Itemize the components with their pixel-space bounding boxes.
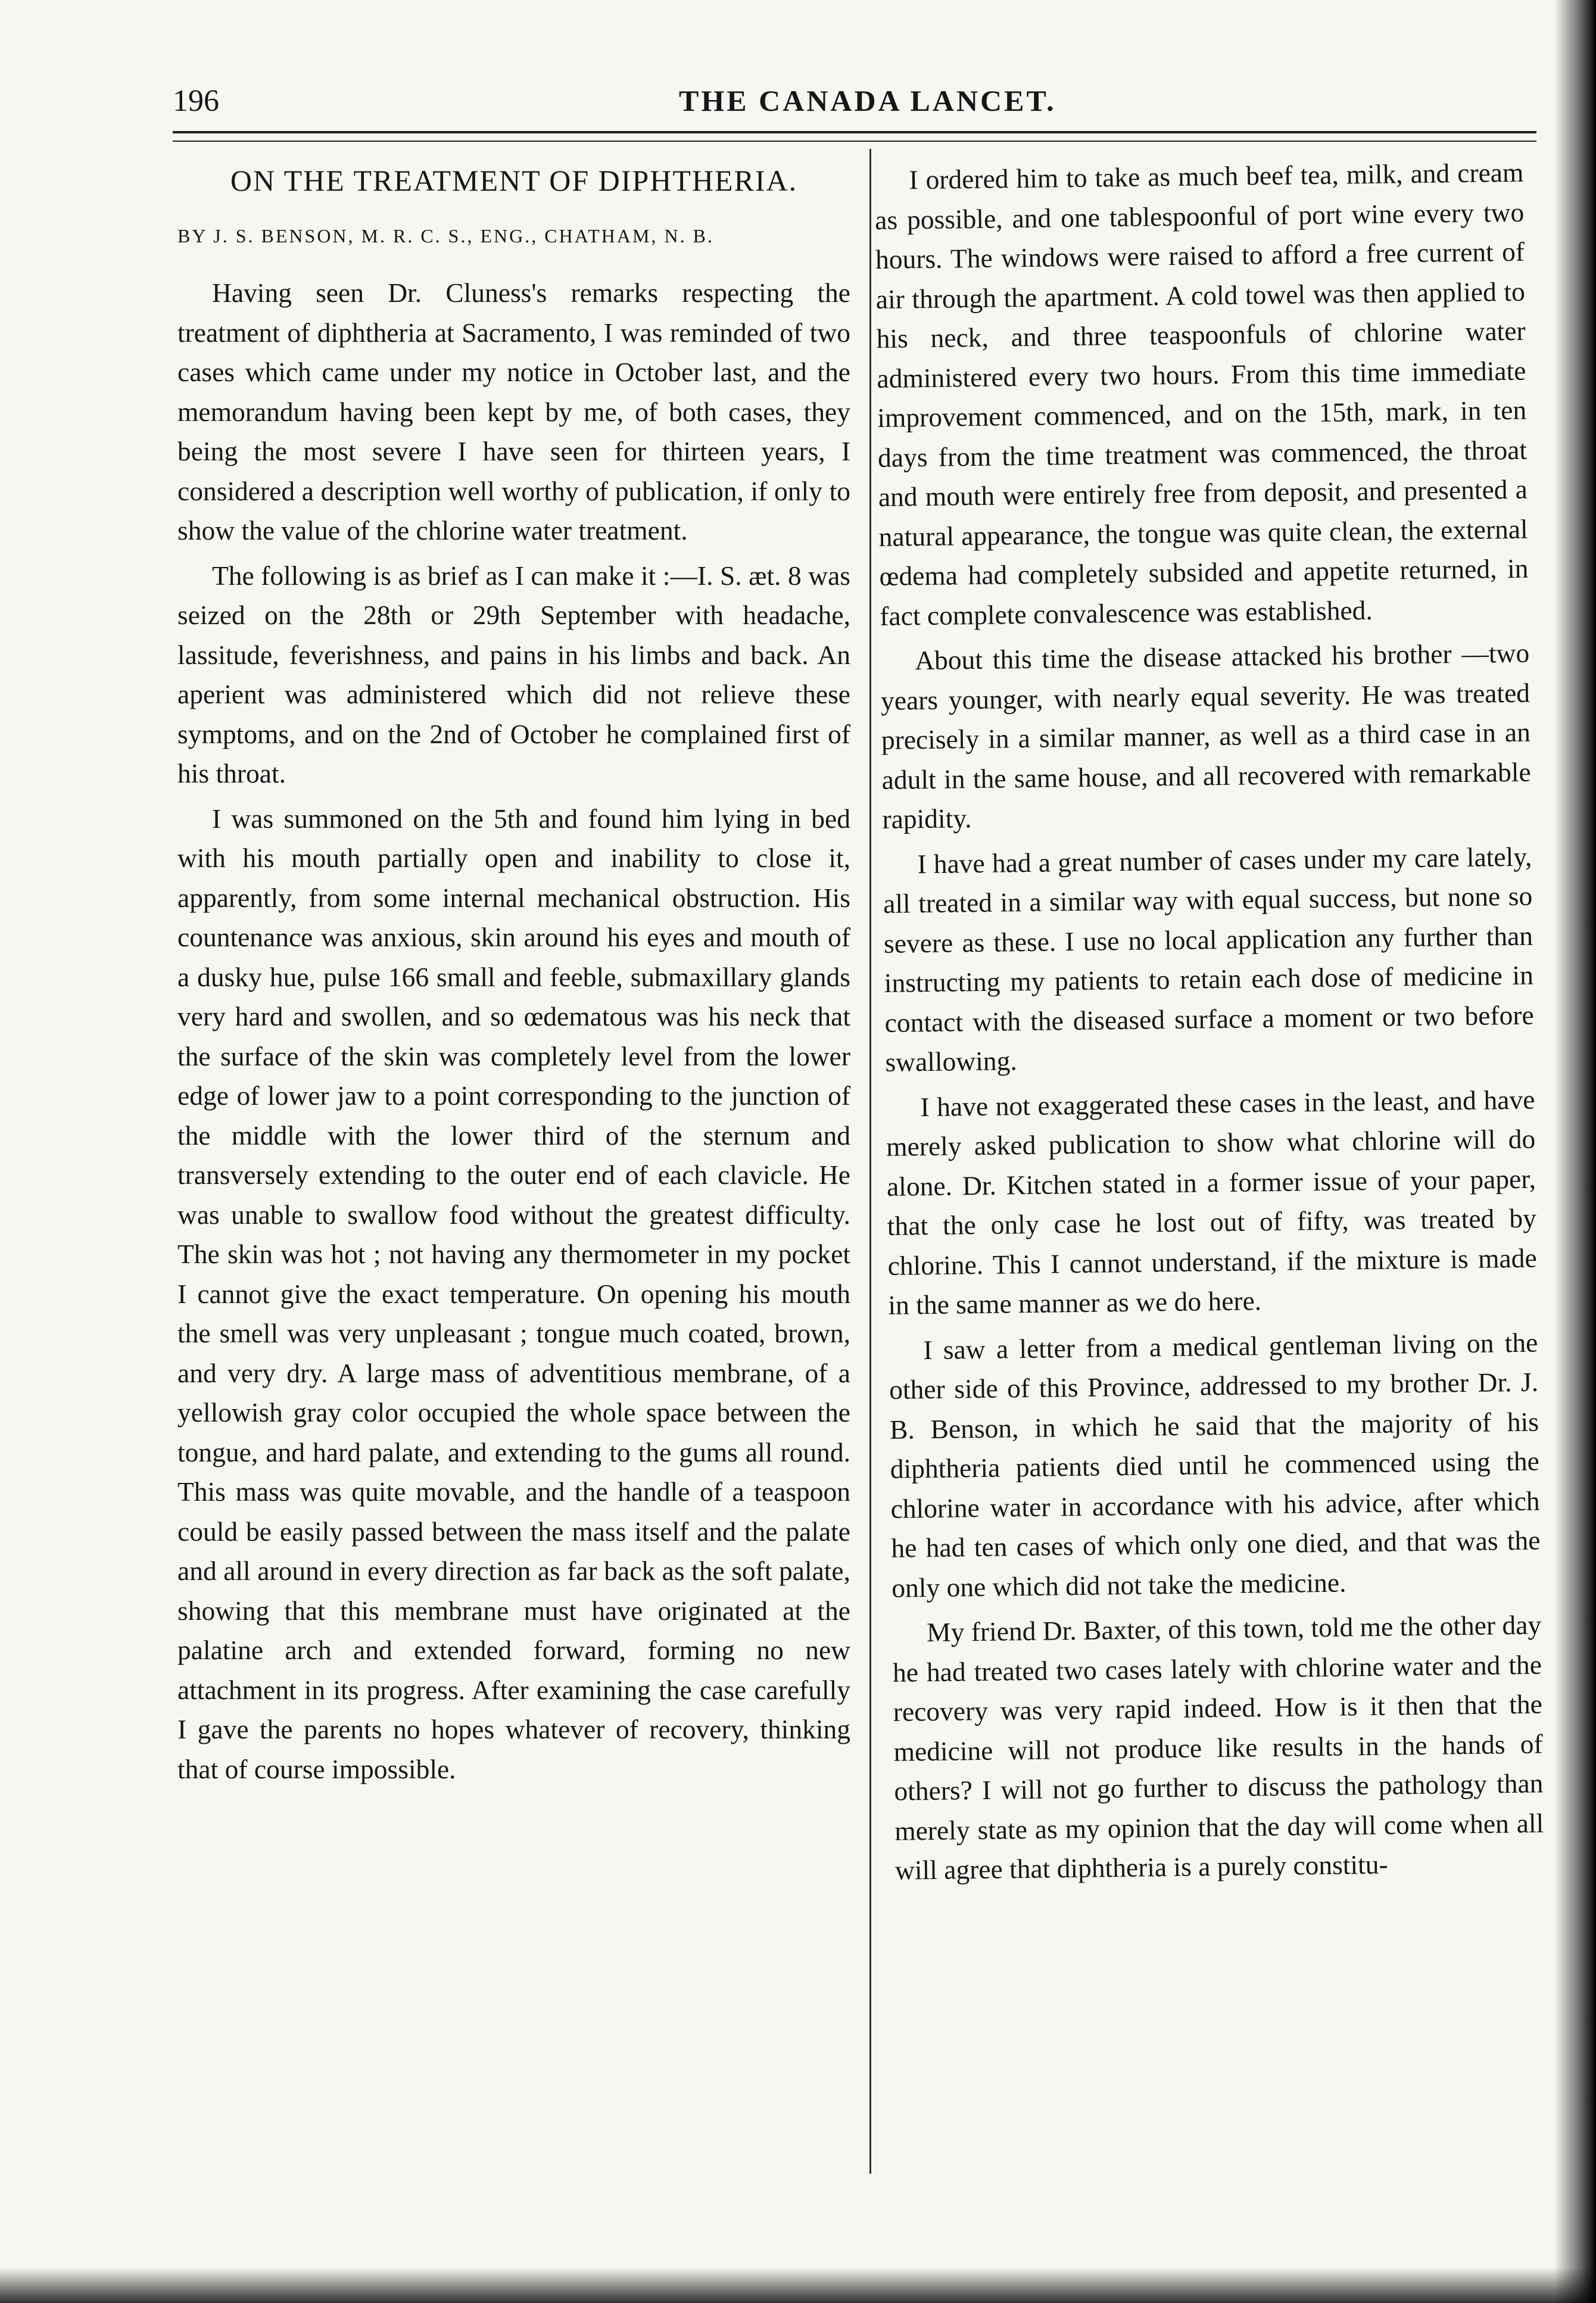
paragraph: My friend Dr. Baxter, of this town, told me the other day he had treated two cases lately with chlorine water and the recovery was very rapid indeed. How is it then that the medicine will not produce like results in the hands of others? I will not go further to discuss the pathology than merely state as my opinion that the day will come when all will agree that diphtheria is a purely constitu-: [892, 1609, 1544, 1886]
paragraph: I ordered him to take as much beef tea, milk, and cream as possible, and one tablespoonful of port wine every two hours. The windows were raised to afford a free current of air through the apartment. A cold towel was then applied to his neck, and three teaspoonfuls of chlorine water administered every two hours. From this time immediate improvement commenced, and on the 15th, mark, in ten days from the time treatment was commenced, the throat and mouth were entirely free from deposit, and presented a natural appearance, the tongue was quite clean, the external œdema had completely subsided and appetite returned, in fact complete convalescence was established.: [874, 157, 1529, 631]
page-number: 196: [173, 84, 219, 118]
article-title: ON THE TREATMENT OF DIPHTHERIA.: [230, 164, 798, 197]
paragraph: The following is as brief as I can make it :—I. S. æt. 8 was seized on the 28th or 29th September with headache, lassitude, feverishness, and pains in his limbs and back. An aperient was administered which did not relieve these symptoms, and on the 2nd of October he complained first of his throat.: [177, 560, 850, 789]
header-rule-thin: [173, 141, 1536, 142]
column-divider: [869, 149, 871, 2174]
paragraph: I was summoned on the 5th and found him lying in bed with his mouth partially open and inability to close it, apparently, from some internal mechanical obstruction. His countenance was anxious, skin around his eyes and mouth of a dusky hue, pulse 166 small and feeble, submaxillary glands very hard and swollen, and so œdematous was his neck that the surface of the skin was completely level from the lower edge of lower jaw to a point corresponding to the junction of the middle with the lower third of the sternum and transversely extending to the outer end of each clavicle. He was unable to swallow food without the greatest difficulty. The skin was hot ; not having any thermometer in my pocket I cannot give the exact temperature. On opening his mouth the smell was very unpleasant ; tongue much coated, brown, and very dry. A large mass of adventitious membrane, of a yellowish gray color occupied the whole space between the tongue, and hard palate, and extending to the gums all round. This mass was quite movable, and the handle of a teaspoon could be easily passed between the mass itself and the palate and all around in every direction as far back as the soft palate, showing that this membrane must have originated at the palatine arch and extended forward, forming no new attachment in its progress. After examining the case carefully I gave the parents no hopes whatever of recovery, thinking that of course impossible.: [177, 803, 850, 1784]
article-byline: BY J. S. BENSON, M. R. C. S., ENG., CHATHAM, N. B.: [177, 225, 714, 247]
left-column: [177, 161, 850, 1794]
paragraph: About this time the disease attacked his brother —two years younger, with nearly equal severity. He was treated precisely in a similar manner, as well as a third case in an adult in the same house, and all recovered with remarkable rapidity.: [880, 637, 1531, 834]
paragraph: I have not exaggerated these cases in the least, and have merely asked publication to show what chlorine will do alone. Dr. Kitchen stated in a former issue of your paper, that the only case he lost out of fifty, was treated by chlorine. This I cannot understand, if the mixture is made in the same manner as we do here.: [886, 1084, 1537, 1320]
scan-edge-shadow: [1554, 0, 1596, 2303]
running-head: THE CANADA LANCET.: [679, 84, 1056, 117]
scan-bottom-shadow: [0, 2267, 1596, 2303]
right-column: [874, 153, 1545, 1896]
paragraph: I saw a letter from a medical gentleman living on the other side of this Province, addressed to my brother Dr. J. B. Benson, in which he said that the majority of his diphtheria patients died until he commenced using the chlorine water in accordance with his advice, after which he had ten cases of which only one died, and that was the only one which did not take the medicine.: [889, 1327, 1541, 1603]
paragraph: I have had a great number of cases under my care lately, all treated in a similar way with equal success, but none so severe as these. I use no local application any further than instructing my patients to retain each dose of medicine in contact with the diseased surface a moment or two before swallowing.: [883, 841, 1534, 1077]
header-rule: [173, 131, 1536, 133]
paragraph: Having seen Dr. Cluness's remarks respecting the treatment of diphtheria at Sacramento, I was reminded of two cases which came under my notice in October last, and the memorandum having been kept by me, of both cases, they being the most severe I have seen for thirteen years, I considered a description well worthy of publication, if only to show the value of the chlorine water treatment.: [177, 278, 850, 546]
